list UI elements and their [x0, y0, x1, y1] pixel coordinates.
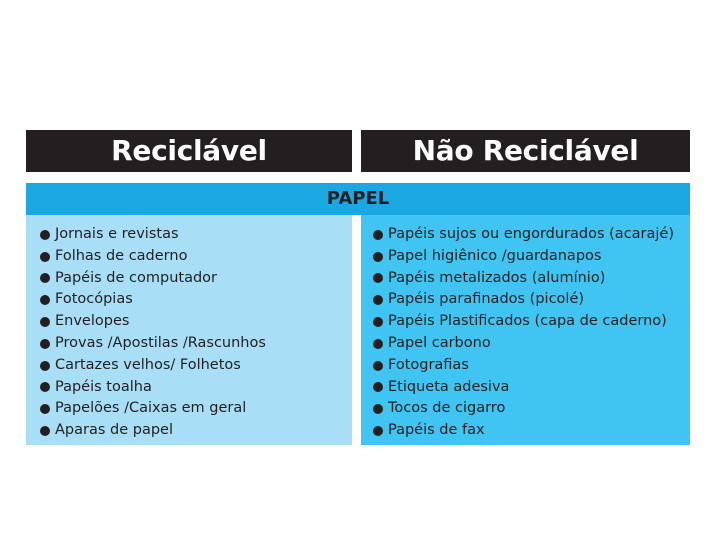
recyclable-header: Reciclável — [26, 130, 352, 172]
list-item: Papel higiênico /guardanapos — [373, 246, 690, 268]
non-recyclable-header: Não Reciclável — [361, 130, 690, 172]
list-item: Cartazes velhos/ Folhetos — [40, 355, 352, 377]
bullet-icon — [40, 295, 50, 305]
list-item: Jornais e revistas — [40, 224, 352, 246]
bullet-icon — [373, 230, 383, 240]
bullet-icon — [40, 339, 50, 349]
recyclable-column — [26, 215, 352, 445]
bullet-icon — [40, 252, 50, 262]
list-item: Tocos de cigarro — [373, 398, 690, 420]
list-item: Papéis de fax — [373, 420, 690, 442]
bullet-icon — [373, 361, 383, 371]
list-item: Papéis sujos ou engordurados (acarajé) — [373, 224, 690, 246]
recyclable-list — [40, 224, 352, 442]
bullet-icon — [40, 382, 50, 392]
list-item: Envelopes — [40, 311, 352, 333]
list-item: Fotografias — [373, 355, 690, 377]
non-recyclable-list — [373, 224, 690, 442]
list-item: Papéis toalha — [40, 377, 352, 399]
bullet-icon — [373, 404, 383, 414]
bullet-icon — [373, 426, 383, 436]
bullet-icon — [373, 339, 383, 349]
bullet-icon — [373, 273, 383, 283]
list-item: Papéis parafinados (picolé) — [373, 289, 690, 311]
bullet-icon — [373, 382, 383, 392]
list-item: Fotocópias — [40, 289, 352, 311]
category-title: PAPEL — [26, 183, 690, 215]
list-item: Aparas de papel — [40, 420, 352, 442]
bullet-icon — [373, 295, 383, 305]
list-item: Papel carbono — [373, 333, 690, 355]
column-divider — [352, 215, 361, 445]
non-recyclable-column — [361, 215, 690, 445]
bullet-icon — [40, 273, 50, 283]
bullet-icon — [40, 404, 50, 414]
bullet-icon — [373, 317, 383, 327]
bullet-icon — [40, 426, 50, 436]
list-item: Papéis de computador — [40, 268, 352, 290]
bullet-icon — [373, 252, 383, 262]
bullet-icon — [40, 361, 50, 371]
list-item: Papelões /Caixas em geral — [40, 398, 352, 420]
list-item: Provas /Apostilas /Rascunhos — [40, 333, 352, 355]
list-item: Papéis metalizados (alumínio) — [373, 268, 690, 290]
list-item: Papéis Plastificados (capa de caderno) — [373, 311, 690, 333]
bullet-icon — [40, 317, 50, 327]
bullet-icon — [40, 230, 50, 240]
list-item: Folhas de caderno — [40, 246, 352, 268]
list-item: Etiqueta adesiva — [373, 377, 690, 399]
